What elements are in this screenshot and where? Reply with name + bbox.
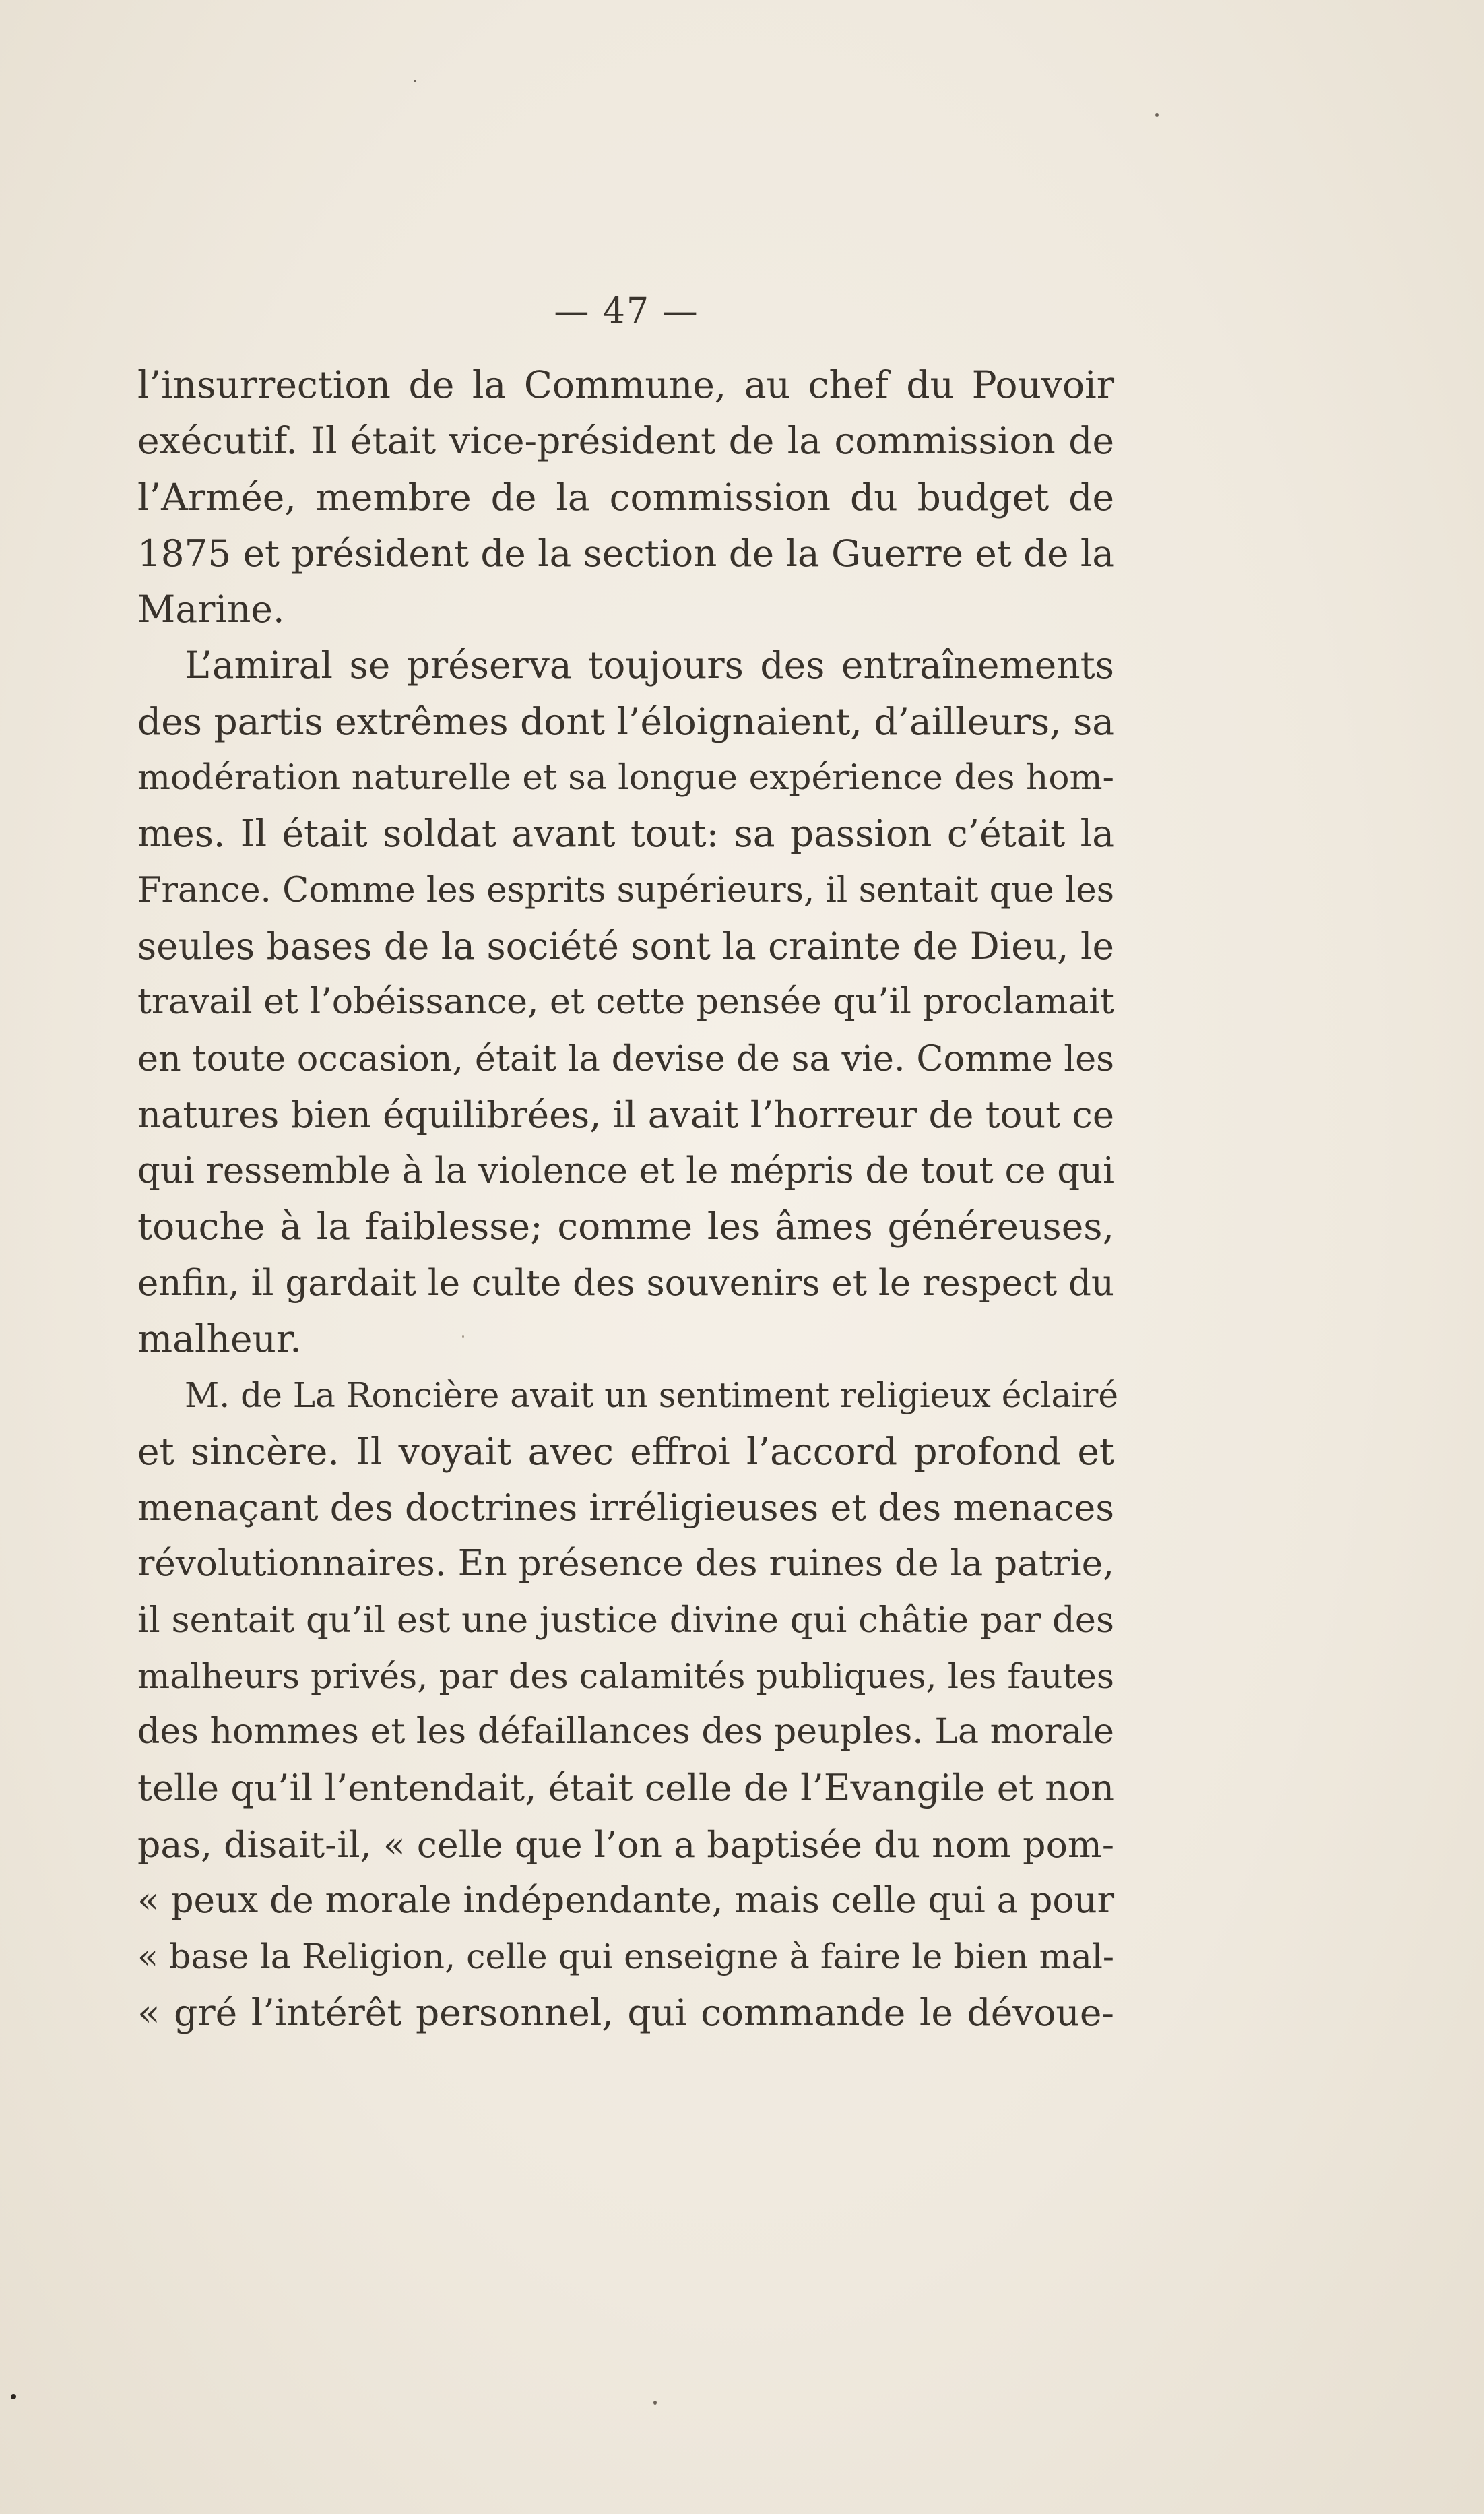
text-line: touche à la faiblesse; comme les âmes généreuses,	[137, 1205, 1114, 1249]
text-line: mes. Il était soldat avant tout: sa passion c’était la	[137, 812, 1114, 856]
text-line: « peux de morale indépendante, mais celle qui a pour	[137, 1879, 1114, 1922]
text-line: travail et l’obéissance, et cette pensée qu’il proclamait	[137, 982, 1114, 1023]
text-line: 1875 et président de la section de la Guerre et de la	[137, 531, 1114, 575]
text-line: des hommes et les défaillances des peuples. La morale	[137, 1711, 1114, 1753]
body-text	[137, 357, 1118, 2041]
text-line: pas, disait-il, « celle que l’on a baptisée du nom pom-	[137, 1823, 1114, 1866]
paper-speck	[653, 2401, 657, 2405]
paper-speck	[462, 1335, 464, 1338]
text-line: seules bases de la société sont la crainte de Dieu, le	[137, 924, 1114, 968]
text-line: en toute occasion, était la devise de sa vie. Comme les	[137, 1038, 1115, 1079]
text-line: telle qu’il l’entendait, était celle de l’Evangile et non	[137, 1767, 1114, 1810]
text-line: des partis extrêmes dont l’éloignaient, d’ailleurs, sa	[137, 699, 1115, 743]
text-line: M. de La Roncière avait un sentiment religieux éclairé	[185, 1375, 1118, 1416]
text-line: l’insurrection de la Commune, au chef du Pouvoir	[137, 363, 1114, 406]
paper-speck	[1155, 113, 1159, 117]
text-line: malheurs privés, par des calamités publiques, les fautes	[137, 1656, 1114, 1696]
paper-speck	[414, 80, 416, 82]
text-line: Marine.	[137, 588, 285, 631]
text-line: France. Comme les esprits supérieurs, il sentait que les	[137, 869, 1114, 910]
text-line: menaçant des doctrines irréligieuses et des menaces	[137, 1486, 1114, 1529]
text-line: enfin, il gardait le culte des souvenirs et le respect du	[137, 1262, 1114, 1304]
paper-speck	[11, 2394, 16, 2399]
text-line: « gré l’intérêt personnel, qui commande le dévoue-	[137, 1990, 1114, 2034]
text-line: natures bien équilibrées, il avait l’horreur de tout ce	[137, 1093, 1114, 1136]
text-line: qui ressemble à la violence et le mépris de tout ce qui	[137, 1150, 1114, 1192]
text-line: l’Armée, membre de la commission du budget de	[137, 475, 1114, 519]
text-line: malheur.	[137, 1317, 302, 1361]
text-line: il sentait qu’il est une justice divine qui châtie par des	[137, 1599, 1114, 1641]
page-number: — 47 —	[554, 291, 699, 332]
text-line: exécutif. Il était vice-président de la commission de	[137, 419, 1114, 463]
text-line: et sincère. Il voyait avec effroi l’accord profond et	[137, 1429, 1114, 1473]
text-line: L’amiral se préserva toujours des entraînements	[185, 643, 1114, 687]
text-line: « base la Religion, celle qui enseigne à faire le bien mal-	[137, 1937, 1114, 1977]
text-line: modération naturelle et sa longue expérience des hom-	[137, 757, 1114, 798]
text-line: révolutionnaires. En présence des ruines de la patrie,	[137, 1542, 1114, 1585]
